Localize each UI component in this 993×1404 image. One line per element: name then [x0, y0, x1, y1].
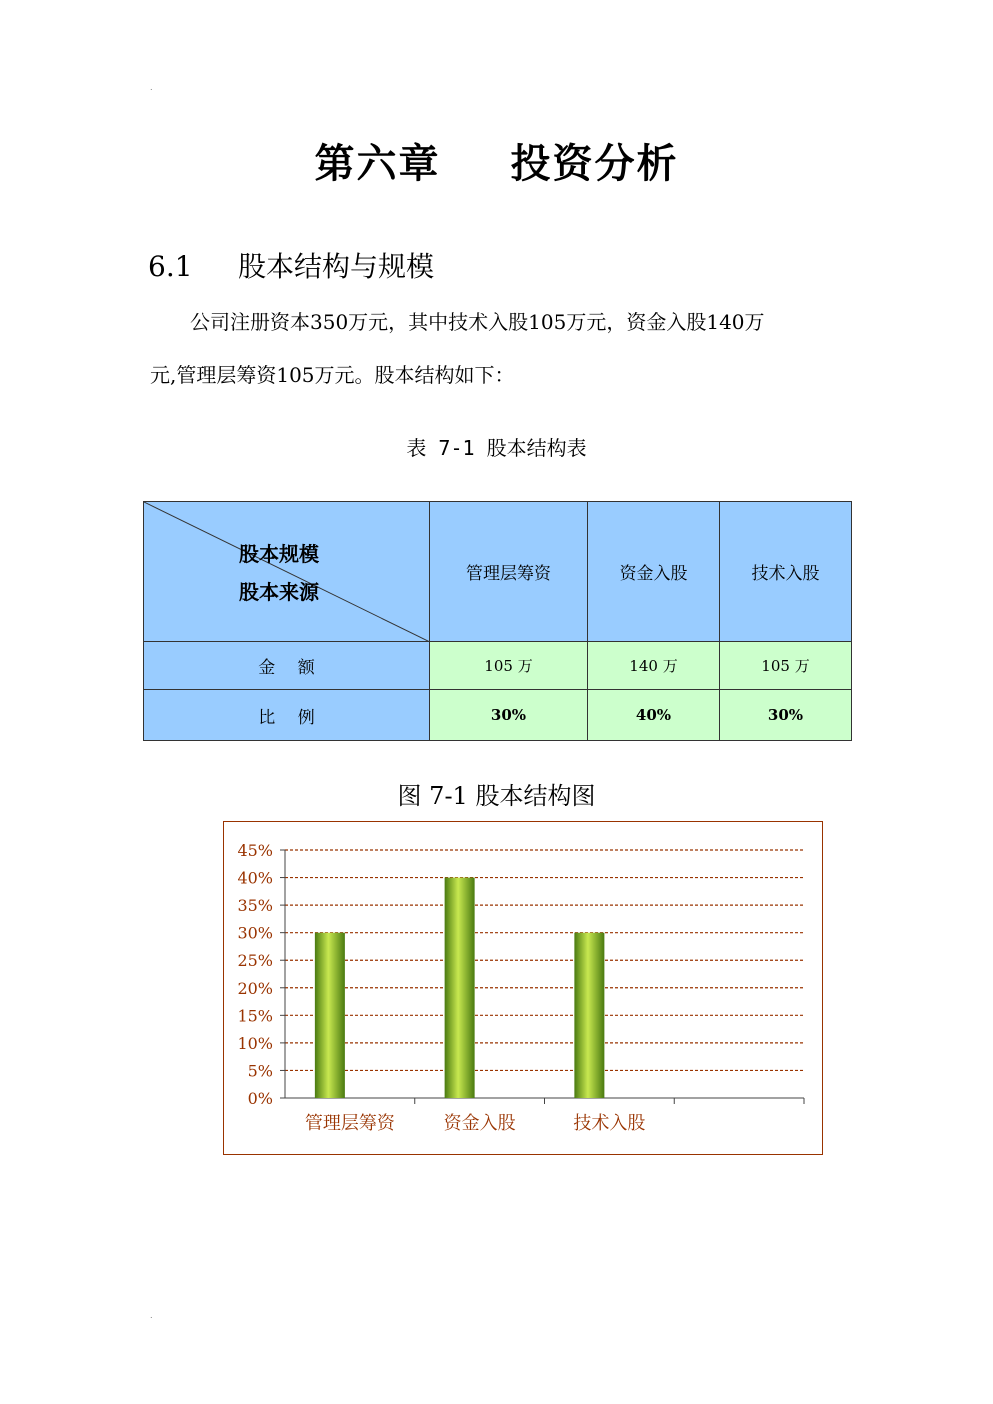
column-header: 技术入股 [720, 502, 852, 642]
table-row-ratio [144, 690, 852, 741]
y-tick-label: 25% [237, 951, 273, 971]
row-label: 比 例 [144, 690, 430, 741]
column-header: 资金入股 [588, 502, 720, 642]
chapter-number: 第六章 [314, 140, 441, 187]
y-tick-label: 0% [247, 1089, 273, 1108]
table-cell: 105 万 [720, 642, 852, 690]
table-cell: 40% [588, 690, 720, 741]
section-title: 股本结构与规模 [238, 250, 435, 283]
header-corner-cell [144, 502, 430, 642]
chart-svg [224, 822, 822, 1154]
table-caption: 表 7-1 股本结构表 [406, 436, 587, 460]
chapter-name: 投资分析 [510, 140, 679, 187]
section-number: 6.1 [148, 250, 193, 283]
y-tick-label: 5% [247, 1061, 273, 1081]
corner-label-scale: 股本规模 [239, 542, 319, 566]
chapter-title [0, 132, 993, 189]
bar [574, 933, 604, 1098]
bar [445, 878, 475, 1098]
table-cell: 140 万 [588, 642, 720, 690]
x-category-label: 技术入股 [573, 1113, 646, 1134]
bar [315, 933, 345, 1098]
table-cell: 30% [430, 690, 588, 741]
page-corner-mark-bottom: . [150, 1311, 153, 1320]
diagonal-line [144, 502, 430, 642]
section-heading [148, 245, 434, 285]
body-paragraph [150, 296, 840, 402]
paragraph-line-2: 元,管理层筹资105万元。股本结构如下： [150, 363, 515, 387]
table-header-row [144, 502, 852, 642]
column-header: 管理层筹资 [430, 502, 588, 642]
y-tick-label: 15% [237, 1006, 273, 1026]
y-tick-label: 30% [237, 923, 273, 943]
y-tick-label: 10% [237, 1033, 273, 1053]
table-cell: 105 万 [430, 642, 588, 690]
table-cell: 30% [720, 690, 852, 741]
figure-caption: 图 7-1 股本结构图 [397, 782, 596, 810]
equity-structure-table [143, 501, 852, 741]
row-label: 金 额 [144, 642, 430, 690]
x-category-label: 管理层筹资 [304, 1113, 395, 1134]
y-tick-label: 20% [237, 978, 273, 998]
corner-label-source: 股本来源 [239, 580, 319, 604]
table-row-amount [144, 642, 852, 690]
paragraph-line-1: 公司注册资本350万元，其中技术入股105万元，资金入股140万 [190, 310, 765, 334]
y-tick-label: 35% [237, 896, 273, 916]
y-tick-label: 40% [237, 868, 273, 888]
equity-structure-chart [223, 821, 823, 1155]
x-category-label: 资金入股 [443, 1113, 516, 1134]
y-tick-label: 45% [237, 841, 273, 860]
page-corner-mark-top: . [150, 83, 153, 92]
